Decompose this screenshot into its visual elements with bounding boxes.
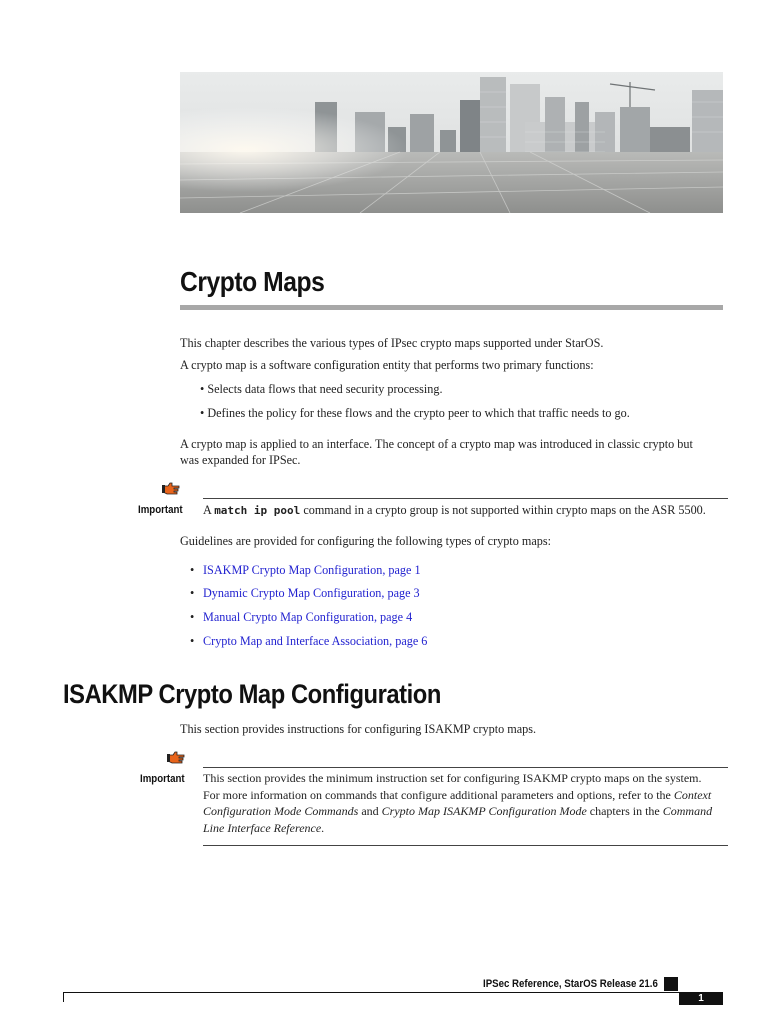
note-line: [203, 820, 731, 837]
note-text-segment: and: [358, 804, 382, 818]
bullet: •: [190, 586, 195, 600]
manual-link[interactable]: Manual Crypto Map Configuration, page 4: [203, 610, 413, 624]
important-label: Important: [140, 773, 185, 785]
dynamic-link[interactable]: Dynamic Crypto Map Configuration, page 3: [203, 586, 420, 600]
guidelines-text: Guidelines are provided for configuring the following types of crypto maps:: [180, 534, 551, 548]
footer-tick: [63, 992, 64, 1002]
note-prefix: A: [203, 503, 215, 517]
command-text: match ip pool: [214, 504, 301, 517]
important-label: Important: [138, 504, 183, 516]
toc-link-item[interactable]: [190, 585, 420, 602]
bullet: •: [190, 563, 195, 577]
note-line: [203, 787, 731, 804]
chapter-intro: This chapter describes the various types of IPsec crypto maps supported under StarOS.: [180, 336, 604, 350]
bullet: •: [190, 610, 195, 624]
section-heading: ISAKMP Crypto Map Configuration: [63, 679, 441, 709]
section-intro: This section provides instructions for configuring ISAKMP crypto maps.: [180, 722, 536, 736]
applied-paragraph-line: A crypto map is applied to an interface. The concept of a crypto map was introduced in classic crypto but: [180, 437, 693, 451]
function-item: • Selects data flows that need security processing.: [200, 382, 443, 396]
pointing-hand-icon: [167, 750, 185, 764]
page-number: 1: [679, 992, 723, 1005]
title-rule: [180, 305, 723, 310]
bullet: •: [190, 634, 195, 648]
toc-link-item[interactable]: [190, 562, 421, 579]
interface-association-link[interactable]: Crypto Map and Interface Association, page 6: [203, 634, 428, 648]
note-suffix: command in a crypto group is not supported within crypto maps on the ASR 5500.: [300, 503, 706, 517]
note-top-rule: [203, 767, 728, 768]
toc-link-item[interactable]: [190, 633, 427, 650]
note-text: [203, 502, 728, 519]
note-line: This section provides the minimum instruction set for configuring ISAKMP crypto maps on the system.: [203, 771, 702, 785]
chapter-title: Crypto Maps: [180, 266, 325, 297]
pointing-hand-icon: [162, 481, 180, 495]
footer-doc-title: IPSec Reference, StarOS Release 21.6: [483, 978, 658, 990]
note-bottom-rule: [203, 845, 728, 846]
function-item: • Defines the policy for these flows and the crypto peer to which that traffic needs to go.: [200, 406, 630, 420]
doc-reference: Command: [662, 804, 713, 818]
applied-paragraph-line: was expanded for IPSec.: [180, 453, 301, 467]
note-body: [203, 770, 731, 836]
note-top-rule: [203, 498, 728, 499]
footer-rule: [63, 992, 723, 993]
note-line: [203, 803, 731, 820]
doc-reference: Context: [673, 787, 712, 802]
doc-reference: Line Interface Reference: [203, 820, 322, 835]
toc-link-item[interactable]: [190, 609, 412, 626]
footer-marker: [664, 977, 678, 991]
banner-photo: [180, 72, 723, 213]
crypto-map-definition: A crypto map is a software configuration entity that performs two primary functions:: [180, 358, 594, 372]
note-text-segment: .: [321, 820, 325, 835]
doc-reference: Configuration Mode Commands: [203, 804, 359, 818]
isakmp-link[interactable]: ISAKMP Crypto Map Configuration, page 1: [203, 563, 421, 577]
note-text-segment: chapters in the: [586, 804, 663, 818]
note-text-segment: For more information on commands that configure additional parameters and options, refer to the: [203, 787, 674, 802]
doc-reference: Crypto Map ISAKMP Configuration Mode: [381, 804, 587, 818]
